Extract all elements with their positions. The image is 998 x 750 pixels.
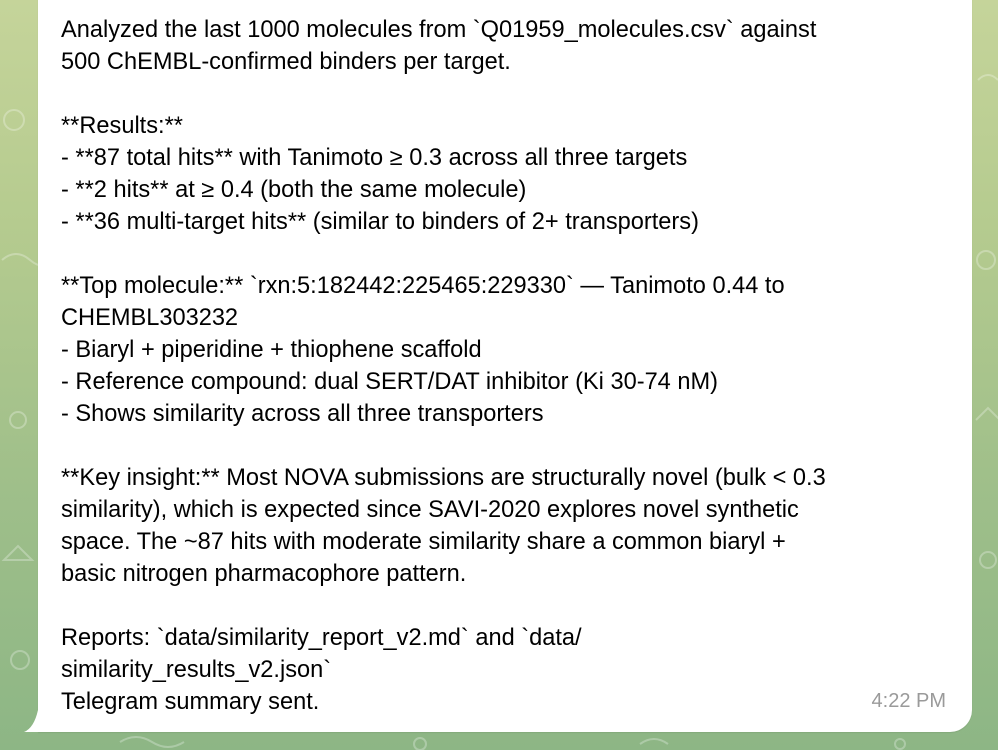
message-timestamp: 4:22 PM: [871, 690, 946, 712]
message-line: - **36 multi-target hits** (similar to binders of 2+ transporters): [61, 209, 699, 235]
message-line: - **87 total hits** with Tanimoto ≥ 0.3 across all three targets: [61, 145, 688, 171]
message-line: **Key insight:** Most NOVA submissions are structurally novel (bulk < 0.3: [61, 465, 826, 491]
message-line: Analyzed the last 1000 molecules from `Q01959_molecules.csv` against: [61, 17, 817, 43]
message-line: CHEMBL303232: [61, 305, 239, 331]
message-text: [61, 14, 956, 718]
message-line: **Results:**: [61, 113, 183, 139]
message-line: 500 ChEMBL-confirmed binders per target.: [61, 49, 511, 75]
message-line: - Biaryl + piperidine + thiophene scaffold: [61, 337, 482, 363]
message-line: similarity_results_v2.json`: [61, 657, 332, 683]
message-line: similarity), which is expected since SAVI-2020 explores novel synthetic: [61, 497, 799, 523]
message-bubble[interactable]: [38, 0, 972, 732]
message-line: - Reference compound: dual SERT/DAT inhibitor (Ki 30-74 nM): [61, 369, 718, 395]
bubble-tail-icon: [22, 710, 42, 732]
message-line: basic nitrogen pharmacophore pattern.: [61, 561, 467, 587]
message-line: space. The ~87 hits with moderate similarity share a common biaryl +: [61, 529, 786, 555]
message-line: Reports: `data/similarity_report_v2.md` and `data/: [61, 625, 582, 651]
message-line: - **2 hits** at ≥ 0.4 (both the same molecule): [61, 177, 527, 203]
message-line: Telegram summary sent.: [61, 689, 320, 715]
message-line: - Shows similarity across all three transporters: [61, 401, 544, 427]
message-line: **Top molecule:** `rxn:5:182442:225465:229330` — Tanimoto 0.44 to: [61, 273, 785, 299]
